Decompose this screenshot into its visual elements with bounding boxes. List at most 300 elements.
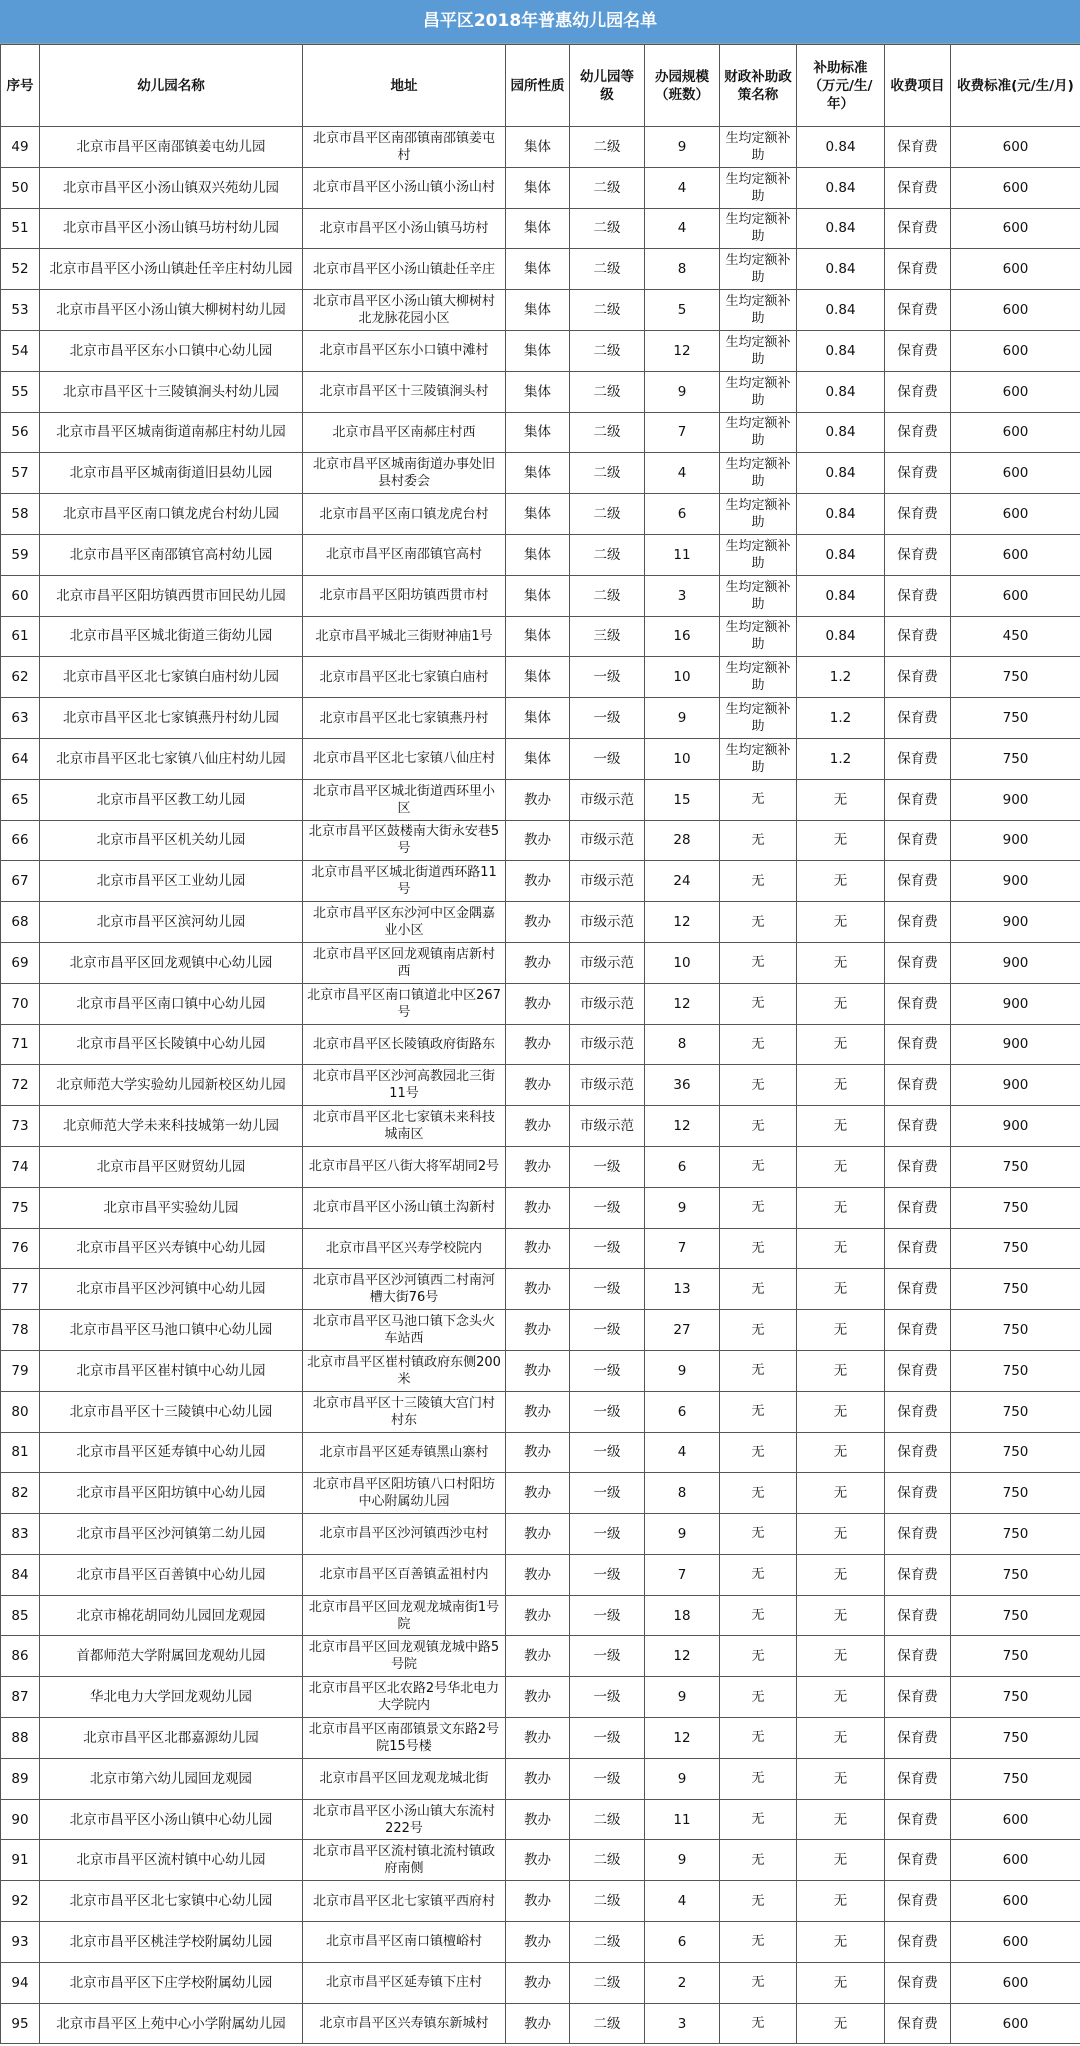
subsidy-standard-cell: 无 xyxy=(797,942,885,983)
nature-cell: 教办 xyxy=(506,1024,570,1065)
address-cell: 北京市昌平区南口镇龙虎台村 xyxy=(303,494,506,535)
nature-cell: 教办 xyxy=(506,902,570,943)
subsidy-policy-cell: 生均定额补助 xyxy=(720,208,797,249)
subsidy-policy-cell: 生均定额补助 xyxy=(720,249,797,290)
nature-cell: 教办 xyxy=(506,1514,570,1555)
nature-cell: 教办 xyxy=(506,1187,570,1228)
table-row xyxy=(1,983,1080,1024)
header-col-fee-standard: 收费标准(元/生/月) xyxy=(951,45,1080,127)
kindergarten-name-cell: 北京市昌平区城北街道三街幼儿园 xyxy=(40,616,303,657)
address-cell: 北京市昌平区小汤山镇小汤山村 xyxy=(303,167,506,208)
grade-cell: 二级 xyxy=(570,208,645,249)
fee-item-cell: 保育费 xyxy=(885,1840,951,1881)
classes-cell: 27 xyxy=(645,1310,720,1351)
kindergarten-name-cell: 北京市昌平区阳坊镇西贯市回民幼儿园 xyxy=(40,575,303,616)
kindergarten-name-cell: 北京市昌平区桃洼学校附属幼儿园 xyxy=(40,1922,303,1963)
address-cell: 北京市昌平区小汤山镇马坊村 xyxy=(303,208,506,249)
grade-cell: 二级 xyxy=(570,330,645,371)
table-row xyxy=(1,1881,1080,1922)
row-index-cell: 95 xyxy=(1,2003,40,2044)
nature-cell: 教办 xyxy=(506,779,570,820)
subsidy-policy-cell: 生均定额补助 xyxy=(720,494,797,535)
grade-cell: 二级 xyxy=(570,2003,645,2044)
table-row xyxy=(1,1554,1080,1595)
nature-cell: 集体 xyxy=(506,208,570,249)
subsidy-policy-cell: 生均定额补助 xyxy=(720,698,797,739)
fee-item-cell: 保育费 xyxy=(885,1514,951,1555)
row-index-cell: 85 xyxy=(1,1595,40,1636)
address-cell: 北京市昌平区北七家镇白庙村 xyxy=(303,657,506,698)
nature-cell: 集体 xyxy=(506,494,570,535)
fee-item-cell: 保育费 xyxy=(885,1758,951,1799)
classes-cell: 12 xyxy=(645,1106,720,1147)
subsidy-policy-cell: 生均定额补助 xyxy=(720,290,797,331)
fee-item-cell: 保育费 xyxy=(885,1718,951,1759)
classes-cell: 9 xyxy=(645,127,720,168)
subsidy-policy-cell: 无 xyxy=(720,1595,797,1636)
subsidy-policy-cell: 生均定额补助 xyxy=(720,371,797,412)
nature-cell: 集体 xyxy=(506,575,570,616)
subsidy-policy-cell: 无 xyxy=(720,1024,797,1065)
kindergarten-name-cell: 北京市昌平区沙河镇中心幼儿园 xyxy=(40,1269,303,1310)
classes-cell: 8 xyxy=(645,1024,720,1065)
row-index-cell: 86 xyxy=(1,1636,40,1677)
subsidy-policy-cell: 无 xyxy=(720,1065,797,1106)
nature-cell: 教办 xyxy=(506,1310,570,1351)
kindergarten-name-cell: 北京市昌平区小汤山镇双兴苑幼儿园 xyxy=(40,167,303,208)
table-row xyxy=(1,1391,1080,1432)
kindergarten-name-cell: 北京市昌平区长陵镇中心幼儿园 xyxy=(40,1024,303,1065)
header-col-nature: 园所性质 xyxy=(506,45,570,127)
row-index-cell: 71 xyxy=(1,1024,40,1065)
subsidy-policy-cell: 无 xyxy=(720,902,797,943)
classes-cell: 4 xyxy=(645,208,720,249)
grade-cell: 市级示范 xyxy=(570,1024,645,1065)
subsidy-policy-cell: 无 xyxy=(720,1106,797,1147)
fee-item-cell: 保育费 xyxy=(885,657,951,698)
grade-cell: 二级 xyxy=(570,290,645,331)
row-index-cell: 54 xyxy=(1,330,40,371)
subsidy-standard-cell: 无 xyxy=(797,1554,885,1595)
table-row xyxy=(1,1473,1080,1514)
row-index-cell: 58 xyxy=(1,494,40,535)
kindergarten-name-cell: 北京市昌平区北七家镇八仙庄村幼儿园 xyxy=(40,738,303,779)
subsidy-standard-cell: 0.84 xyxy=(797,167,885,208)
kindergarten-name-cell: 北京市昌平区兴寿镇中心幼儿园 xyxy=(40,1228,303,1269)
nature-cell: 教办 xyxy=(506,1269,570,1310)
fee-item-cell: 保育费 xyxy=(885,371,951,412)
classes-cell: 9 xyxy=(645,1758,720,1799)
address-cell: 北京市昌平区北七家镇燕丹村 xyxy=(303,698,506,739)
subsidy-policy-cell: 无 xyxy=(720,1473,797,1514)
row-index-cell: 53 xyxy=(1,290,40,331)
classes-cell: 9 xyxy=(645,1350,720,1391)
table-row xyxy=(1,1350,1080,1391)
subsidy-policy-cell: 生均定额补助 xyxy=(720,167,797,208)
grade-cell: 一级 xyxy=(570,698,645,739)
table-row xyxy=(1,1595,1080,1636)
fee-standard-cell: 750 xyxy=(951,1146,1080,1187)
subsidy-standard-cell: 0.84 xyxy=(797,208,885,249)
fee-item-cell: 保育费 xyxy=(885,1922,951,1963)
fee-item-cell: 保育费 xyxy=(885,942,951,983)
table-row xyxy=(1,779,1080,820)
fee-standard-cell: 750 xyxy=(951,1432,1080,1473)
page-title: 昌平区2018年普惠幼儿园名单 xyxy=(0,0,1080,44)
fee-standard-cell: 600 xyxy=(951,290,1080,331)
address-cell: 北京市昌平区小汤山镇大柳树村北龙脉花园小区 xyxy=(303,290,506,331)
grade-cell: 二级 xyxy=(570,1840,645,1881)
nature-cell: 教办 xyxy=(506,1391,570,1432)
nature-cell: 教办 xyxy=(506,1962,570,2003)
fee-standard-cell: 600 xyxy=(951,534,1080,575)
subsidy-policy-cell: 生均定额补助 xyxy=(720,534,797,575)
subsidy-policy-cell: 生均定额补助 xyxy=(720,330,797,371)
table-row xyxy=(1,208,1080,249)
row-index-cell: 55 xyxy=(1,371,40,412)
row-index-cell: 88 xyxy=(1,1718,40,1759)
row-index-cell: 68 xyxy=(1,902,40,943)
kindergarten-name-cell: 北京市棉花胡同幼儿园回龙观园 xyxy=(40,1595,303,1636)
subsidy-policy-cell: 生均定额补助 xyxy=(720,575,797,616)
address-cell: 北京市昌平区长陵镇政府街路东 xyxy=(303,1024,506,1065)
address-cell: 北京市昌平区北七家镇未来科技城南区 xyxy=(303,1106,506,1147)
address-cell: 北京市昌平区城北街道西环里小区 xyxy=(303,779,506,820)
row-index-cell: 69 xyxy=(1,942,40,983)
fee-standard-cell: 900 xyxy=(951,779,1080,820)
header-col-grade: 幼儿园等级 xyxy=(570,45,645,127)
header-row xyxy=(1,45,1080,127)
address-cell: 北京市昌平区南郝庄村西 xyxy=(303,412,506,453)
classes-cell: 4 xyxy=(645,1432,720,1473)
grade-cell: 二级 xyxy=(570,534,645,575)
nature-cell: 教办 xyxy=(506,2003,570,2044)
row-index-cell: 79 xyxy=(1,1350,40,1391)
table-row xyxy=(1,657,1080,698)
classes-cell: 9 xyxy=(645,1677,720,1718)
kindergarten-name-cell: 北京师范大学实验幼儿园新校区幼儿园 xyxy=(40,1065,303,1106)
classes-cell: 3 xyxy=(645,2003,720,2044)
fee-standard-cell: 750 xyxy=(951,738,1080,779)
table-row xyxy=(1,412,1080,453)
header-col-address: 地址 xyxy=(303,45,506,127)
table-row xyxy=(1,494,1080,535)
nature-cell: 教办 xyxy=(506,1350,570,1391)
row-index-cell: 67 xyxy=(1,861,40,902)
nature-cell: 教办 xyxy=(506,820,570,861)
fee-item-cell: 保育费 xyxy=(885,1187,951,1228)
subsidy-standard-cell: 无 xyxy=(797,1228,885,1269)
address-cell: 北京市昌平区延寿镇黑山寨村 xyxy=(303,1432,506,1473)
grade-cell: 二级 xyxy=(570,249,645,290)
grade-cell: 一级 xyxy=(570,1636,645,1677)
address-cell: 北京市昌平区南口镇檀峪村 xyxy=(303,1922,506,1963)
address-cell: 北京市昌平区十三陵镇大宫门村村东 xyxy=(303,1391,506,1432)
row-index-cell: 59 xyxy=(1,534,40,575)
grade-cell: 二级 xyxy=(570,127,645,168)
classes-cell: 12 xyxy=(645,330,720,371)
nature-cell: 教办 xyxy=(506,861,570,902)
classes-cell: 10 xyxy=(645,657,720,698)
fee-item-cell: 保育费 xyxy=(885,1391,951,1432)
subsidy-policy-cell: 无 xyxy=(720,1269,797,1310)
classes-cell: 11 xyxy=(645,534,720,575)
subsidy-standard-cell: 无 xyxy=(797,1350,885,1391)
classes-cell: 15 xyxy=(645,779,720,820)
table-row xyxy=(1,2003,1080,2044)
classes-cell: 12 xyxy=(645,983,720,1024)
address-cell: 北京市昌平区回龙观镇南店新村西 xyxy=(303,942,506,983)
classes-cell: 18 xyxy=(645,1595,720,1636)
row-index-cell: 90 xyxy=(1,1799,40,1840)
table-row xyxy=(1,1922,1080,1963)
kindergarten-name-cell: 北京师范大学未来科技城第一幼儿园 xyxy=(40,1106,303,1147)
subsidy-policy-cell: 无 xyxy=(720,1514,797,1555)
subsidy-standard-cell: 无 xyxy=(797,1799,885,1840)
table-row xyxy=(1,1636,1080,1677)
table-row xyxy=(1,290,1080,331)
classes-cell: 24 xyxy=(645,861,720,902)
classes-cell: 12 xyxy=(645,902,720,943)
nature-cell: 教办 xyxy=(506,1718,570,1759)
subsidy-standard-cell: 无 xyxy=(797,1514,885,1555)
subsidy-standard-cell: 无 xyxy=(797,779,885,820)
fee-standard-cell: 750 xyxy=(951,1514,1080,1555)
grade-cell: 市级示范 xyxy=(570,1065,645,1106)
subsidy-standard-cell: 0.84 xyxy=(797,127,885,168)
row-index-cell: 61 xyxy=(1,616,40,657)
kindergarten-name-cell: 北京市昌平区北七家镇中心幼儿园 xyxy=(40,1881,303,1922)
kindergarten-name-cell: 北京市昌平区南邵镇姜屯幼儿园 xyxy=(40,127,303,168)
fee-item-cell: 保育费 xyxy=(885,1024,951,1065)
fee-standard-cell: 750 xyxy=(951,1636,1080,1677)
header-col-name: 幼儿园名称 xyxy=(40,45,303,127)
kindergarten-name-cell: 北京市昌平实验幼儿园 xyxy=(40,1187,303,1228)
nature-cell: 教办 xyxy=(506,1106,570,1147)
fee-item-cell: 保育费 xyxy=(885,2003,951,2044)
kindergarten-name-cell: 华北电力大学回龙观幼儿园 xyxy=(40,1677,303,1718)
row-index-cell: 83 xyxy=(1,1514,40,1555)
table-row xyxy=(1,1228,1080,1269)
grade-cell: 二级 xyxy=(570,1962,645,2003)
fee-item-cell: 保育费 xyxy=(885,820,951,861)
grade-cell: 一级 xyxy=(570,1146,645,1187)
grade-cell: 一级 xyxy=(570,657,645,698)
classes-cell: 9 xyxy=(645,1840,720,1881)
fee-item-cell: 保育费 xyxy=(885,1962,951,2003)
fee-item-cell: 保育费 xyxy=(885,1677,951,1718)
fee-standard-cell: 450 xyxy=(951,616,1080,657)
classes-cell: 13 xyxy=(645,1269,720,1310)
subsidy-standard-cell: 无 xyxy=(797,1881,885,1922)
fee-standard-cell: 900 xyxy=(951,820,1080,861)
classes-cell: 4 xyxy=(645,453,720,494)
subsidy-policy-cell: 无 xyxy=(720,1310,797,1351)
fee-standard-cell: 600 xyxy=(951,208,1080,249)
table-row xyxy=(1,1024,1080,1065)
fee-standard-cell: 900 xyxy=(951,1024,1080,1065)
fee-standard-cell: 900 xyxy=(951,902,1080,943)
grade-cell: 一级 xyxy=(570,1514,645,1555)
grade-cell: 一级 xyxy=(570,1187,645,1228)
address-cell: 北京市昌平区延寿镇下庄村 xyxy=(303,1962,506,2003)
classes-cell: 28 xyxy=(645,820,720,861)
grade-cell: 一级 xyxy=(570,1391,645,1432)
row-index-cell: 80 xyxy=(1,1391,40,1432)
fee-item-cell: 保育费 xyxy=(885,494,951,535)
address-cell: 北京市昌平区南邵镇南邵镇姜屯村 xyxy=(303,127,506,168)
fee-item-cell: 保育费 xyxy=(885,1595,951,1636)
row-index-cell: 87 xyxy=(1,1677,40,1718)
address-cell: 北京市昌平区百善镇孟祖村内 xyxy=(303,1554,506,1595)
kindergarten-name-cell: 北京市昌平区南邵镇官高村幼儿园 xyxy=(40,534,303,575)
fee-item-cell: 保育费 xyxy=(885,534,951,575)
classes-cell: 9 xyxy=(645,371,720,412)
kindergarten-table xyxy=(0,44,1080,2044)
grade-cell: 二级 xyxy=(570,494,645,535)
kindergarten-name-cell: 北京市昌平区十三陵镇中心幼儿园 xyxy=(40,1391,303,1432)
subsidy-policy-cell: 无 xyxy=(720,1228,797,1269)
row-index-cell: 94 xyxy=(1,1962,40,2003)
fee-item-cell: 保育费 xyxy=(885,738,951,779)
row-index-cell: 93 xyxy=(1,1922,40,1963)
classes-cell: 6 xyxy=(645,1146,720,1187)
fee-item-cell: 保育费 xyxy=(885,575,951,616)
fee-standard-cell: 750 xyxy=(951,1473,1080,1514)
subsidy-policy-cell: 无 xyxy=(720,1146,797,1187)
kindergarten-name-cell: 北京市昌平区流村镇中心幼儿园 xyxy=(40,1840,303,1881)
fee-standard-cell: 600 xyxy=(951,494,1080,535)
fee-standard-cell: 750 xyxy=(951,1718,1080,1759)
subsidy-standard-cell: 无 xyxy=(797,1595,885,1636)
table-row xyxy=(1,330,1080,371)
subsidy-standard-cell: 无 xyxy=(797,1840,885,1881)
subsidy-standard-cell: 无 xyxy=(797,1310,885,1351)
classes-cell: 10 xyxy=(645,942,720,983)
address-cell: 北京市昌平城北三街财神庙1号 xyxy=(303,616,506,657)
fee-standard-cell: 600 xyxy=(951,1799,1080,1840)
kindergarten-name-cell: 北京市昌平区十三陵镇涧头村幼儿园 xyxy=(40,371,303,412)
fee-standard-cell: 750 xyxy=(951,1228,1080,1269)
table-row xyxy=(1,1758,1080,1799)
row-index-cell: 75 xyxy=(1,1187,40,1228)
classes-cell: 6 xyxy=(645,494,720,535)
fee-item-cell: 保育费 xyxy=(885,616,951,657)
subsidy-policy-cell: 无 xyxy=(720,1187,797,1228)
subsidy-standard-cell: 无 xyxy=(797,1718,885,1759)
nature-cell: 集体 xyxy=(506,167,570,208)
fee-standard-cell: 900 xyxy=(951,861,1080,902)
fee-standard-cell: 600 xyxy=(951,371,1080,412)
kindergarten-name-cell: 北京市昌平区百善镇中心幼儿园 xyxy=(40,1554,303,1595)
fee-standard-cell: 600 xyxy=(951,167,1080,208)
grade-cell: 一级 xyxy=(570,1350,645,1391)
subsidy-policy-cell: 无 xyxy=(720,942,797,983)
subsidy-standard-cell: 无 xyxy=(797,1677,885,1718)
kindergarten-name-cell: 首都师范大学附属回龙观幼儿园 xyxy=(40,1636,303,1677)
subsidy-policy-cell: 生均定额补助 xyxy=(720,657,797,698)
kindergarten-name-cell: 北京市昌平区沙河镇第二幼儿园 xyxy=(40,1514,303,1555)
table-row xyxy=(1,942,1080,983)
fee-item-cell: 保育费 xyxy=(885,1146,951,1187)
fee-item-cell: 保育费 xyxy=(885,1636,951,1677)
row-index-cell: 74 xyxy=(1,1146,40,1187)
grade-cell: 一级 xyxy=(570,1228,645,1269)
fee-standard-cell: 750 xyxy=(951,657,1080,698)
address-cell: 北京市昌平区南邵镇官高村 xyxy=(303,534,506,575)
row-index-cell: 64 xyxy=(1,738,40,779)
subsidy-standard-cell: 0.84 xyxy=(797,494,885,535)
subsidy-policy-cell: 无 xyxy=(720,1881,797,1922)
fee-standard-cell: 750 xyxy=(951,1758,1080,1799)
table-row xyxy=(1,1840,1080,1881)
classes-cell: 7 xyxy=(645,412,720,453)
fee-item-cell: 保育费 xyxy=(885,1065,951,1106)
classes-cell: 10 xyxy=(645,738,720,779)
address-cell: 北京市昌平区北七家镇八仙庄村 xyxy=(303,738,506,779)
fee-item-cell: 保育费 xyxy=(885,1799,951,1840)
nature-cell: 教办 xyxy=(506,1636,570,1677)
grade-cell: 市级示范 xyxy=(570,820,645,861)
address-cell: 北京市昌平区北农路2号华北电力大学院内 xyxy=(303,1677,506,1718)
nature-cell: 集体 xyxy=(506,249,570,290)
address-cell: 北京市昌平区沙河镇西二村南河槽大街76号 xyxy=(303,1269,506,1310)
subsidy-policy-cell: 无 xyxy=(720,779,797,820)
classes-cell: 9 xyxy=(645,1187,720,1228)
kindergarten-name-cell: 北京市昌平区东小口镇中心幼儿园 xyxy=(40,330,303,371)
subsidy-standard-cell: 0.84 xyxy=(797,534,885,575)
nature-cell: 教办 xyxy=(506,1554,570,1595)
nature-cell: 教办 xyxy=(506,1473,570,1514)
address-cell: 北京市昌平区鼓楼南大街永安巷5号 xyxy=(303,820,506,861)
kindergarten-name-cell: 北京市昌平区上苑中心小学附属幼儿园 xyxy=(40,2003,303,2044)
fee-standard-cell: 600 xyxy=(951,2003,1080,2044)
grade-cell: 二级 xyxy=(570,1881,645,1922)
subsidy-policy-cell: 生均定额补助 xyxy=(720,738,797,779)
fee-standard-cell: 750 xyxy=(951,1269,1080,1310)
subsidy-standard-cell: 无 xyxy=(797,1758,885,1799)
table-row xyxy=(1,453,1080,494)
subsidy-standard-cell: 0.84 xyxy=(797,290,885,331)
nature-cell: 教办 xyxy=(506,1840,570,1881)
table-row xyxy=(1,249,1080,290)
address-cell: 北京市昌平区东小口镇中滩村 xyxy=(303,330,506,371)
grade-cell: 二级 xyxy=(570,412,645,453)
subsidy-policy-cell: 无 xyxy=(720,2003,797,2044)
fee-standard-cell: 900 xyxy=(951,1106,1080,1147)
row-index-cell: 89 xyxy=(1,1758,40,1799)
table-row xyxy=(1,371,1080,412)
table-row xyxy=(1,127,1080,168)
table-body xyxy=(1,127,1080,2044)
table-header xyxy=(1,45,1080,127)
fee-item-cell: 保育费 xyxy=(885,453,951,494)
row-index-cell: 73 xyxy=(1,1106,40,1147)
fee-item-cell: 保育费 xyxy=(885,779,951,820)
fee-item-cell: 保育费 xyxy=(885,1881,951,1922)
grade-cell: 市级示范 xyxy=(570,902,645,943)
kindergarten-name-cell: 北京市昌平区滨河幼儿园 xyxy=(40,902,303,943)
fee-item-cell: 保育费 xyxy=(885,1106,951,1147)
row-index-cell: 70 xyxy=(1,983,40,1024)
grade-cell: 二级 xyxy=(570,575,645,616)
address-cell: 北京市昌平区沙河高教园北三街11号 xyxy=(303,1065,506,1106)
address-cell: 北京市昌平区南口镇道北中区267号 xyxy=(303,983,506,1024)
fee-standard-cell: 600 xyxy=(951,1840,1080,1881)
address-cell: 北京市昌平区兴寿学校院内 xyxy=(303,1228,506,1269)
kindergarten-name-cell: 北京市昌平区机关幼儿园 xyxy=(40,820,303,861)
subsidy-standard-cell: 1.2 xyxy=(797,657,885,698)
